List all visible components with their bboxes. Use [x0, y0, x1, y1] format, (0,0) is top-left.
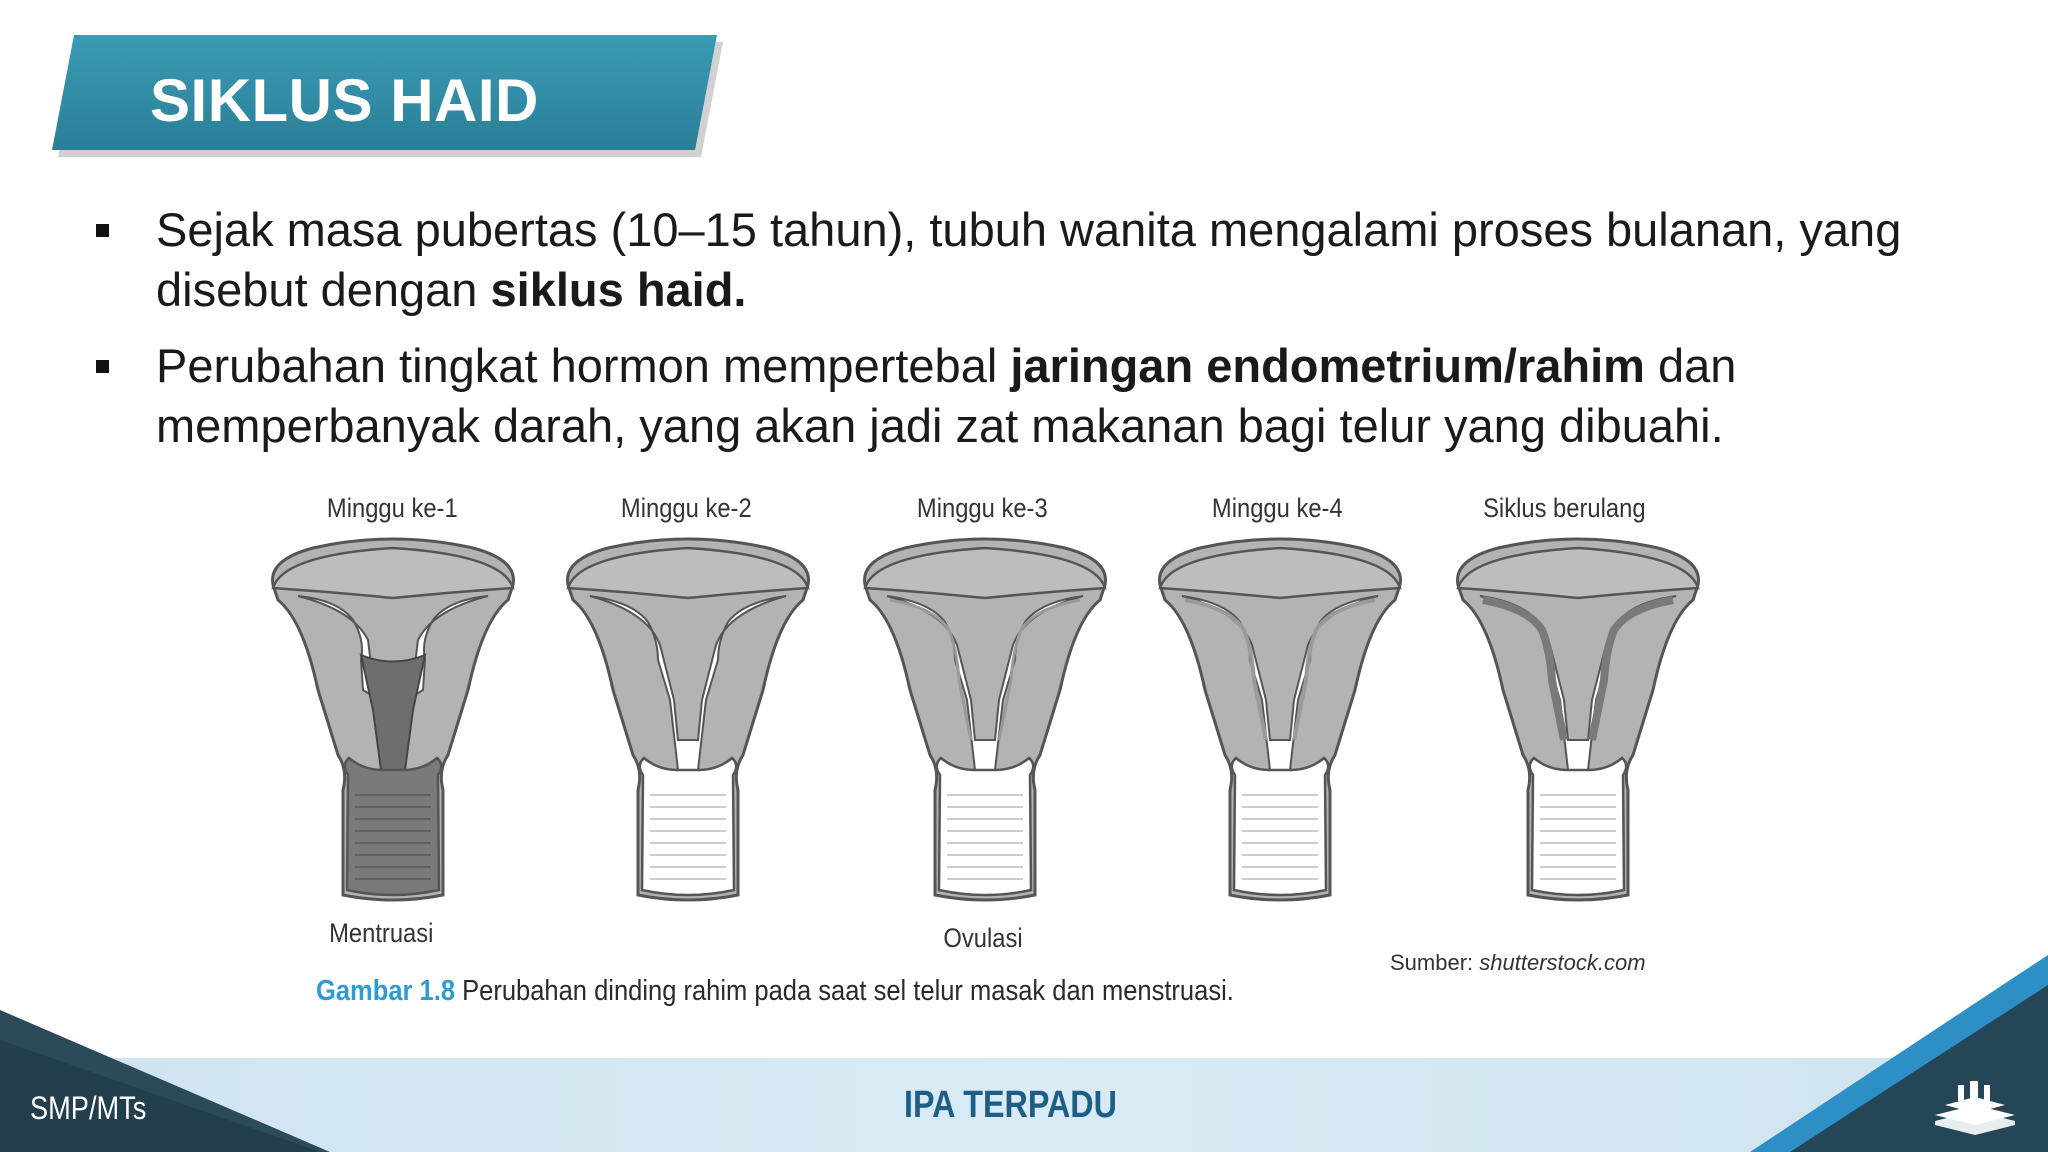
footer-subject: IPA TERPADU [904, 1084, 1117, 1126]
uterus-4 [1160, 539, 1401, 900]
bullet-2-after: dan memperbanyak darah, yang akan jadi zat makanan bagi telur yang dibuahi. [156, 339, 1737, 452]
bullet-1-text: Sejak masa pubertas (10–15 tahun), tubuh wanita mengalami proses bulanan, yang disebut dengan [156, 203, 1902, 316]
caption-text: Perubahan dinding rahim pada saat sel telur masak dan menstruasi. [462, 975, 1234, 1007]
stage-label-1: Minggu ke-1 [326, 493, 458, 523]
figure-caption [316, 975, 1234, 1008]
bullet-2-text: Perubahan tingkat hormon mempertebal [156, 339, 1011, 392]
source-prefix: Sumber: [1390, 950, 1480, 975]
image-source [1390, 950, 1646, 976]
source-name: shutterstock.com [1479, 950, 1646, 975]
uterus-5 [1458, 539, 1699, 900]
stage-label-5: Siklus berulang [1483, 493, 1646, 523]
caption-number: Gambar 1.8 [316, 975, 456, 1007]
uterus-3 [865, 539, 1106, 900]
menstruation-label: Mentruasi [329, 918, 434, 948]
stage-label-3: Minggu ke-3 [916, 493, 1048, 523]
slide-title: SIKLUS HAID [150, 67, 539, 134]
books-logo-icon [1930, 1075, 2020, 1135]
stage-label-4: Minggu ke-4 [1211, 493, 1343, 523]
stage-label-2: Minggu ke-2 [620, 493, 752, 523]
uterus-2 [568, 539, 809, 900]
bullet-2-bold: jaringan endometrium/rahim [1010, 339, 1645, 392]
bullet-1-bold: siklus haid. [490, 263, 747, 316]
uterus-1 [273, 539, 514, 900]
ovulation-label: Ovulasi [943, 923, 1023, 953]
footer-school-level: SMP/MTs [30, 1090, 147, 1126]
